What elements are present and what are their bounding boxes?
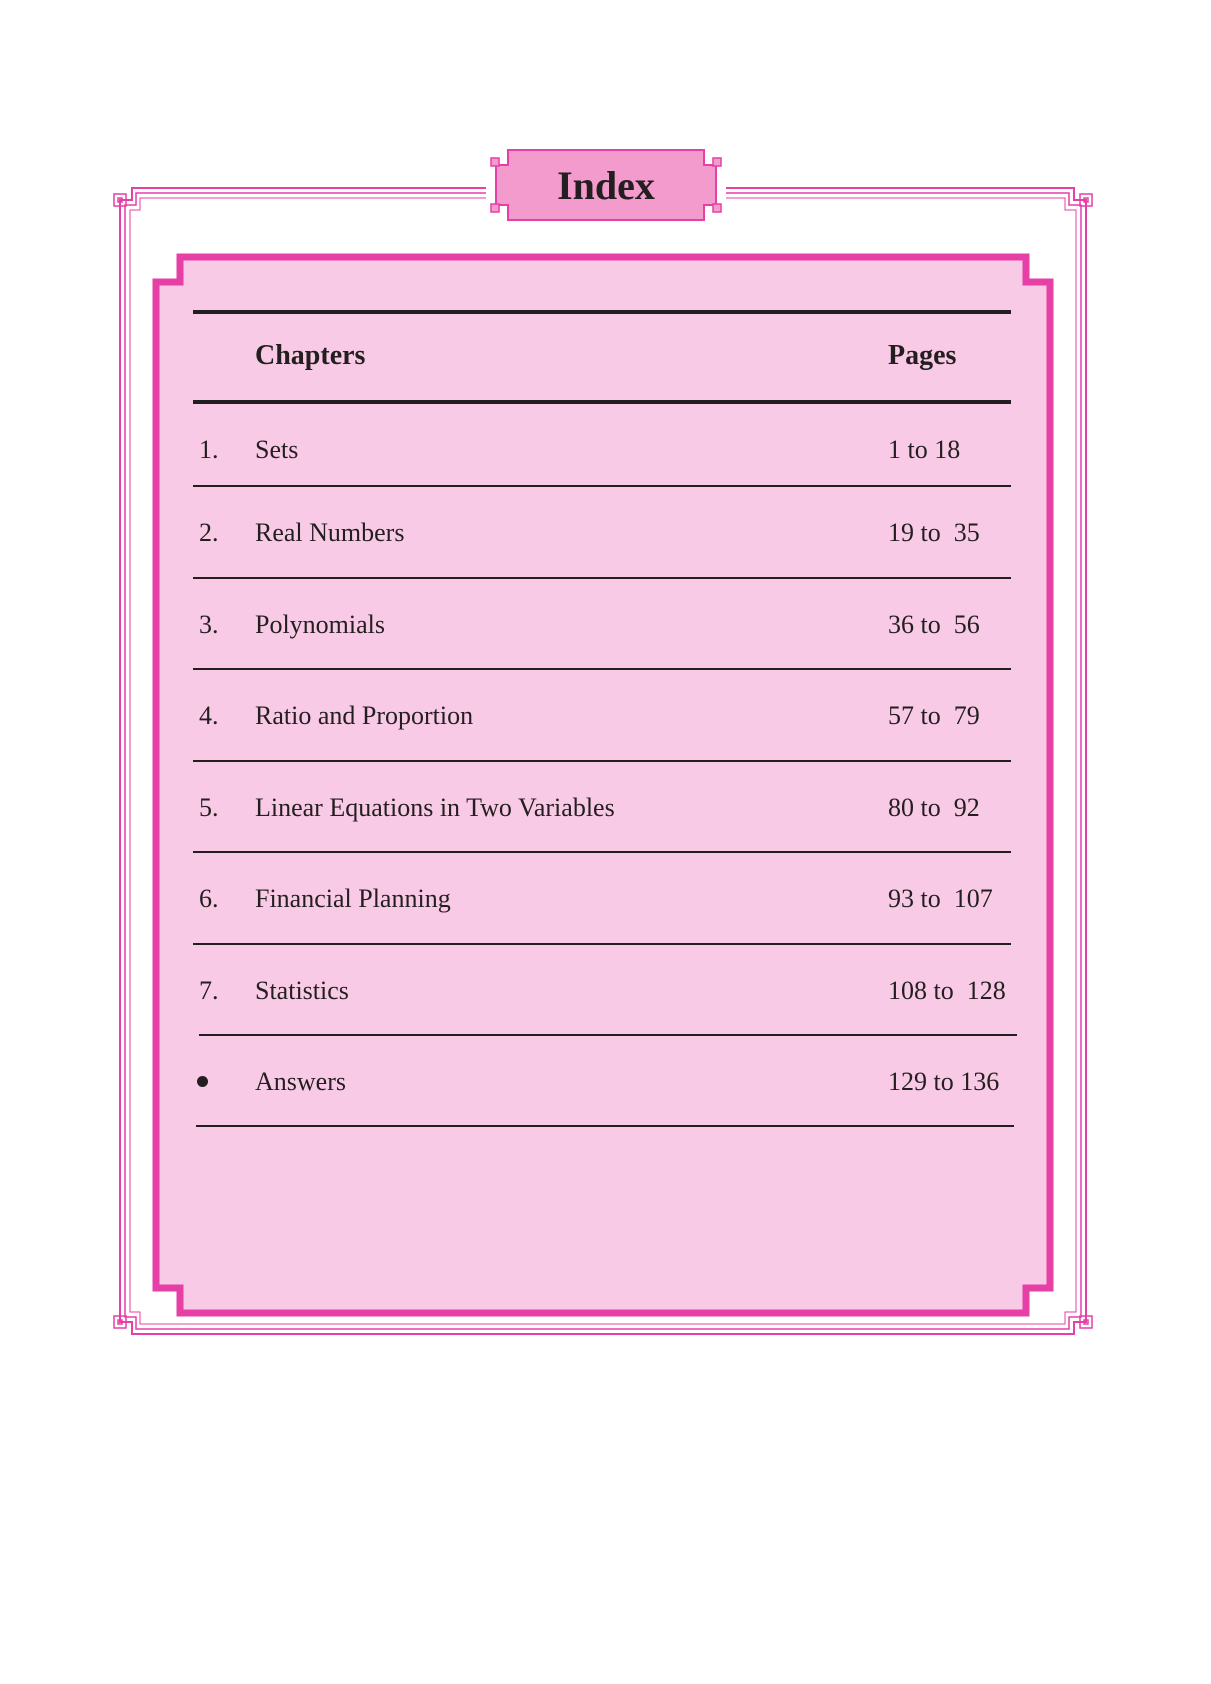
chapter-name: Financial Planning	[255, 884, 451, 913]
answers-label: Answers	[255, 1067, 346, 1096]
chapter-name: Statistics	[255, 976, 349, 1005]
answers-pages: 129 to 136	[888, 1067, 1000, 1096]
table-row	[172, 853, 1034, 945]
chapter-number: 1.	[199, 435, 219, 464]
bullet-icon	[197, 1076, 208, 1087]
chapter-pages: 19 to 35	[888, 518, 980, 547]
chapter-number: 7.	[199, 976, 219, 1005]
chapter-pages: 108 to 128	[888, 976, 1006, 1005]
table-row	[172, 762, 1034, 854]
table-row	[172, 487, 1034, 579]
chapter-number: 2.	[199, 518, 219, 547]
chapter-number: 6.	[199, 884, 219, 913]
table-row	[172, 945, 1034, 1037]
chapter-pages: 1 to 18	[888, 435, 961, 464]
header-pages: Pages	[888, 340, 957, 371]
chapter-number: 4.	[199, 701, 219, 730]
chapter-pages: 36 to 56	[888, 610, 980, 639]
chapter-pages: 93 to 107	[888, 884, 993, 913]
chapter-number: 5.	[199, 793, 219, 822]
chapter-name: Sets	[255, 435, 299, 464]
table-row-answers	[172, 1036, 1034, 1128]
table-row	[172, 404, 1034, 496]
chapter-name: Ratio and Proportion	[255, 701, 474, 730]
chapter-pages: 57 to 79	[888, 701, 980, 730]
page-title: Index	[557, 162, 655, 208]
table-bottom-rule	[196, 1125, 1014, 1127]
header-top-rule	[193, 310, 1011, 314]
index-table	[172, 290, 1034, 1130]
chapter-pages: 80 to 92	[888, 793, 980, 822]
table-row	[172, 579, 1034, 671]
table-row	[172, 670, 1034, 762]
chapter-number: 3.	[199, 610, 219, 639]
chapter-name: Real Numbers	[255, 518, 405, 547]
chapter-name: Polynomials	[255, 610, 386, 639]
header-chapters: Chapters	[255, 340, 366, 371]
chapter-name: Linear Equations in Two Variables	[255, 793, 615, 822]
